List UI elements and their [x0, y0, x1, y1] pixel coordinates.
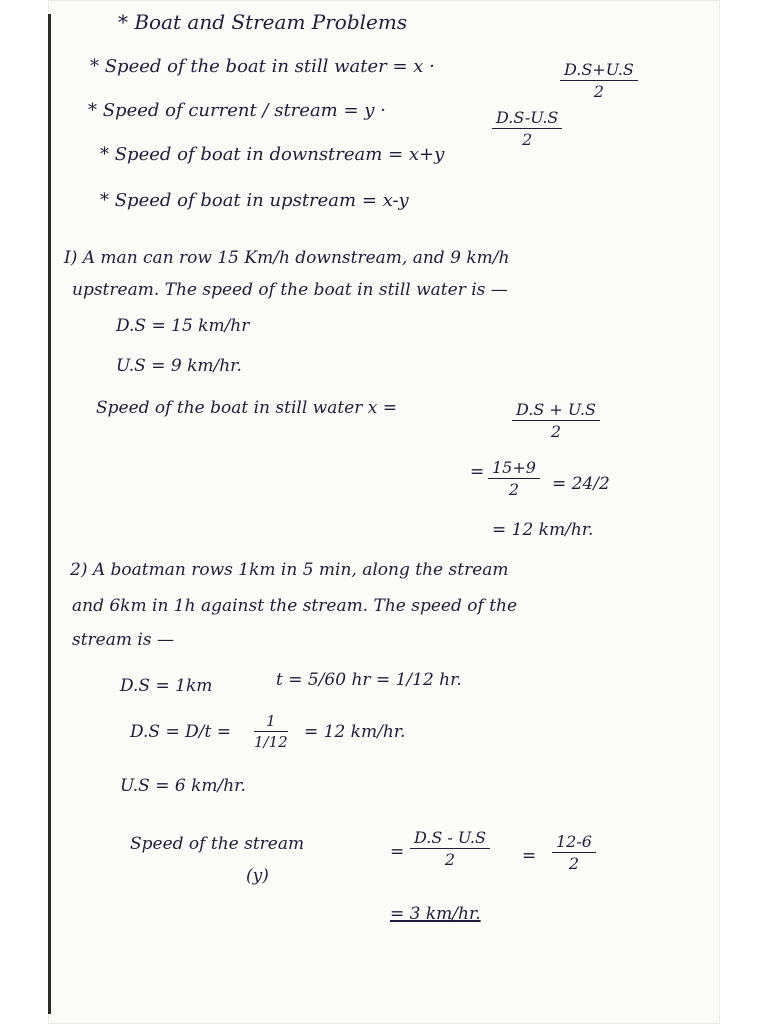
problem1-downstream: D.S = 15 km/hr: [116, 316, 250, 336]
fraction-denominator: 1/12: [254, 733, 288, 751]
definition-stream-fraction: [492, 108, 562, 149]
problem1-upstream: U.S = 9 km/hr.: [116, 356, 242, 376]
fraction-denominator: 2: [444, 850, 456, 869]
problem2-stream-sub: (y): [246, 866, 269, 886]
problem2-ds-calc-rhs: = 12 km/hr.: [304, 722, 406, 742]
problem2-stream-equals-2: =: [522, 846, 537, 866]
definition-still-water-fraction: [560, 60, 638, 101]
definition-downstream: * Speed of boat in downstream = x+y: [100, 144, 445, 165]
problem2-time: t = 5/60 hr = 1/12 hr.: [276, 670, 462, 690]
fraction-numerator: 15+9: [488, 458, 540, 479]
problem2-stream-fraction: [410, 828, 490, 869]
problem2-stream-equals: =: [390, 842, 405, 862]
fraction-denominator: 2: [550, 422, 562, 441]
problem1-formula-fraction: [512, 400, 600, 441]
margin-line: [48, 14, 51, 1014]
problem2-stream-fraction-2: [552, 832, 596, 873]
problem1-step-fraction: [488, 458, 540, 499]
problem1-question-line1: I) A man can row 15 Km/h downstream, and 9 km/h: [64, 248, 510, 268]
fraction-denominator: 2: [593, 82, 604, 101]
definition-still-water: * Speed of the boat in still water = x ·: [90, 56, 435, 77]
problem2-upstream: U.S = 6 km/hr.: [120, 776, 246, 796]
fraction-numerator: 1: [254, 712, 288, 732]
problem1-formula-label: Speed of the boat in still water x =: [96, 398, 398, 418]
problem2-stream-label: Speed of the stream: [130, 834, 305, 854]
definition-stream: * Speed of current / stream = y ·: [88, 100, 386, 121]
problem1-question-line2: upstream. The speed of the boat in still water is —: [72, 280, 508, 300]
fraction-denominator: 2: [522, 130, 533, 149]
fraction-numerator: D.S+U.S: [560, 60, 638, 81]
problem2-question-line1: 2) A boatman rows 1km in 5 min, along the stream: [70, 560, 509, 580]
problem2-answer: = 3 km/hr.: [390, 904, 481, 924]
problem1-step-rest: = 24/2: [552, 474, 610, 494]
fraction-denominator: 2: [508, 480, 520, 499]
problem2-ds-calc-lhs: D.S = D/t =: [130, 722, 231, 742]
problem2-ds-calc-fraction: [254, 712, 288, 751]
fraction-numerator: D.S-U.S: [492, 108, 562, 129]
fraction-denominator: 2: [568, 854, 580, 873]
fraction-numerator: D.S + U.S: [512, 400, 600, 421]
problem2-question-line3: stream is —: [72, 630, 174, 650]
definition-upstream: * Speed of boat in upstream = x-y: [100, 190, 409, 211]
problem2-question-line2: and 6km in 1h against the stream. The speed of the: [72, 596, 518, 616]
problem1-answer: = 12 km/hr.: [492, 520, 594, 540]
fraction-numerator: D.S - U.S: [410, 828, 490, 849]
problem2-downstream: D.S = 1km: [120, 676, 213, 696]
fraction-numerator: 12-6: [552, 832, 596, 853]
problem1-step-equals: =: [470, 462, 485, 482]
page-title: * Boat and Stream Problems: [118, 10, 408, 34]
